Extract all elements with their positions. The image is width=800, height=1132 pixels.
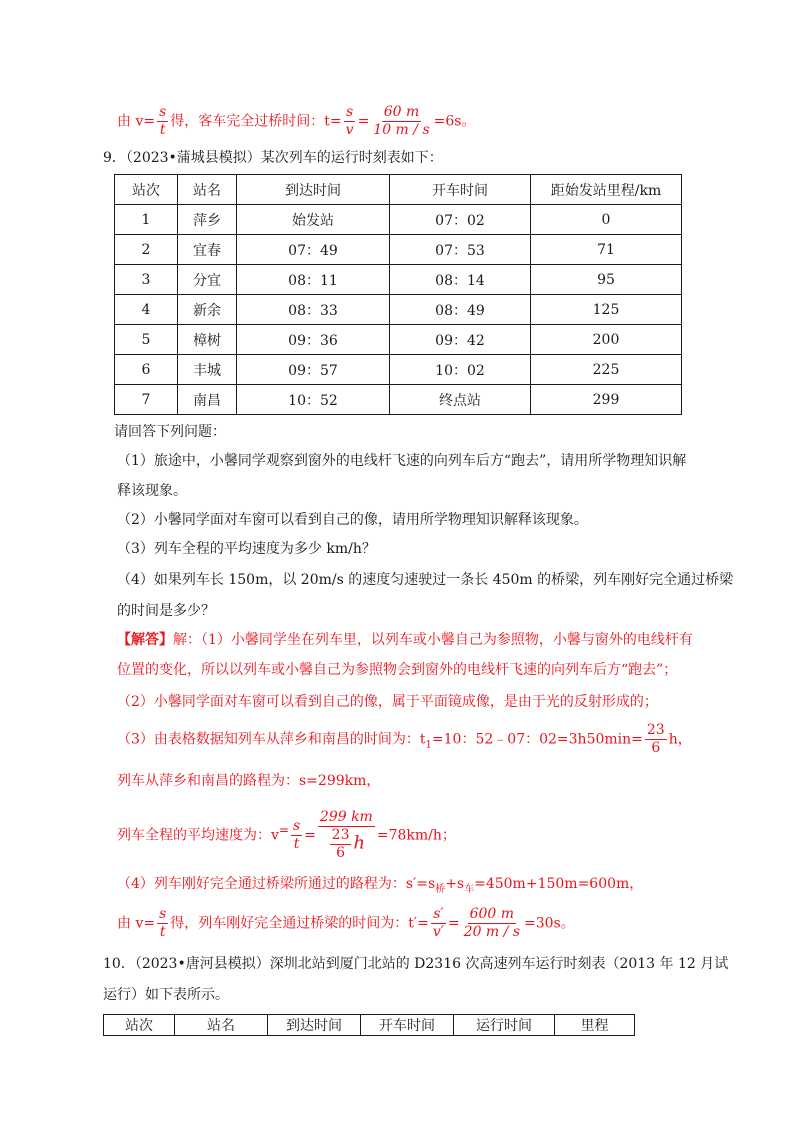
table-cell: 09：57 [237, 355, 390, 385]
numerator: 600 m [469, 906, 515, 922]
denominator: v′ [432, 924, 444, 940]
q9-prompt: 请回答下列问题： [114, 424, 226, 440]
table-row [115, 385, 682, 415]
table-cell: 09：42 [390, 325, 531, 355]
answer-distance-line: 列车从萍乡和南昌的路程为：s=299km， [117, 773, 381, 789]
table-cell: 新余 [178, 295, 237, 325]
table-cell: 08：11 [237, 265, 390, 295]
fraction [431, 906, 446, 941]
text: h， [668, 731, 692, 748]
text: =450m+150m=600m， [474, 876, 644, 892]
table-cell: 5 [115, 325, 178, 355]
table-cell: 225 [531, 355, 682, 385]
text: 由 v= [117, 113, 156, 130]
text: = [447, 915, 460, 932]
table-cell: 10：02 [390, 355, 531, 385]
denominator: v [345, 122, 354, 138]
denominator: t [159, 924, 166, 940]
table-row [115, 325, 682, 355]
answer-tag: 【解答】 [117, 632, 173, 648]
table-cell: 09：36 [237, 325, 390, 355]
table-cell: 2 [115, 235, 178, 265]
numerator: s [159, 104, 167, 120]
fraction [344, 104, 356, 139]
subscript: 1 [425, 739, 432, 751]
answer-line-1 [117, 630, 693, 650]
table-cell: 南昌 [178, 385, 237, 415]
table-header-cell: 站名 [175, 1015, 268, 1036]
table-cell: 4 [115, 295, 178, 325]
table-cell: 125 [531, 295, 682, 325]
numerator: s [346, 104, 354, 120]
fraction [462, 906, 522, 941]
table-cell: 3 [115, 265, 178, 295]
text: 得，列车刚好完全通过桥梁的时间为：t′ [170, 915, 418, 932]
table-cell: 299 [531, 385, 682, 415]
denominator: 6 [651, 740, 661, 756]
table-cell: 08：49 [390, 295, 531, 325]
text: 解：（1）小馨同学坐在列车里，以列车或小馨自己为参照物，小馨与窗外的电线杆有 [173, 632, 693, 648]
table-cell: 08：14 [390, 265, 531, 295]
text: +s [445, 876, 465, 892]
table-row [115, 295, 682, 325]
answer-speed-line [117, 809, 456, 862]
denominator: t [159, 122, 166, 138]
text: = [304, 827, 316, 844]
text: =6s。 [433, 113, 476, 130]
table-cell: 始发站 [237, 205, 390, 235]
q10-title-cont: 运行）如下表所示。 [103, 987, 229, 1003]
table-row [115, 265, 682, 295]
numerator: 23 [331, 827, 350, 843]
answer-bridge-distance [117, 874, 643, 900]
fraction [371, 104, 431, 139]
prev-solution-line [117, 104, 475, 139]
table-row [115, 235, 682, 265]
text: 得，客车完全过桥时间：t= [170, 113, 342, 130]
table-cell: 07：49 [237, 235, 390, 265]
fraction [318, 809, 375, 862]
q9-title: 9．（2023•蒲城县模拟）某次列车的运行时刻表如下： [103, 150, 443, 166]
answer-bridge-time [117, 906, 575, 941]
table-row [115, 205, 682, 235]
q9-part4-cont: 的时间是多少？ [117, 603, 215, 619]
table-cell: 萍乡 [178, 205, 237, 235]
timetable [114, 174, 682, 415]
table-header-cell: 里程 [555, 1015, 635, 1036]
table-header-cell: 站次 [104, 1015, 175, 1036]
text: =10：52﹣07：02=3h50min= [431, 731, 643, 748]
table-cell: 71 [531, 235, 682, 265]
text: 由 v= [117, 915, 156, 932]
table-cell: 0 [531, 205, 682, 235]
fraction [645, 722, 667, 757]
table-cell: 08：33 [237, 295, 390, 325]
table-header-cell: 开车时间 [390, 175, 531, 205]
fraction [291, 818, 302, 853]
table-cell: 10：52 [237, 385, 390, 415]
unit: h [353, 832, 366, 854]
table-header-cell: 距始发站里程/km [531, 175, 682, 205]
numerator: s′ [433, 906, 444, 922]
text: = [278, 822, 289, 837]
table-cell: 07：53 [390, 235, 531, 265]
table-cell: 6 [115, 355, 178, 385]
text: （4）列车刚好完全通过桥梁所通过的路程为：s′=s [117, 876, 436, 892]
q10-title: 10．（2023•唐河县模拟）深圳北站到厦门北站的 D2316 次高速列车运行时刻表（2013 年 12 月试 [103, 956, 729, 972]
table-header-cell: 站次 [115, 175, 178, 205]
table-header-cell: 到达时间 [268, 1015, 361, 1036]
fraction [157, 906, 168, 941]
table-cell: 7 [115, 385, 178, 415]
answer-time-line [117, 722, 692, 757]
q9-part3: （3）列车全程的平均速度为多少 km/h？ [117, 541, 376, 557]
text: （3）由表格数据知列车从萍乡和南昌的时间为：t [117, 731, 426, 748]
q9-part4: （4）如果列车长 150m，以 20m/s 的速度匀速驶过一条长 450m 的桥梁，列车刚好完全通过桥梁 [117, 572, 734, 588]
denominator: 20 m / s [463, 924, 520, 940]
table-header-cell: 开车时间 [361, 1015, 454, 1036]
fraction [330, 827, 352, 862]
text: 78km/h； [388, 827, 456, 844]
table-cell: 200 [531, 325, 682, 355]
numerator: s [292, 818, 301, 834]
denominator: 10 m / s [373, 122, 430, 138]
text: = [376, 827, 389, 844]
q9-part1: （1）旅途中，小馨同学观察到窗外的电线杆飞速的向列车后方“跑去”，请用所学物理知识解 [117, 453, 687, 469]
numerator: 60 m [383, 104, 420, 120]
text: =30s。 [524, 915, 575, 932]
table-cell: 1 [115, 205, 178, 235]
text: = [417, 915, 429, 932]
table-cell: 终点站 [390, 385, 531, 415]
fraction [157, 104, 168, 139]
table-row [115, 355, 682, 385]
answer-line-2: 位置的变化，所以以列车或小馨自己为参照物会到窗外的电线杆飞速的向列车后方“跑去”； [117, 662, 678, 678]
numerator: 23 [646, 722, 665, 738]
table-cell: 樟树 [178, 325, 237, 355]
table-header-cell: 运行时间 [454, 1015, 555, 1036]
table-cell: 丰城 [178, 355, 237, 385]
denominator: t [293, 836, 300, 852]
numerator: s [159, 906, 167, 922]
q9-part2: （2）小馨同学面对车窗可以看到自己的像，请用所学物理知识解释该现象。 [117, 512, 588, 528]
answer-line-3: （2）小馨同学面对车窗可以看到自己的像，属于平面镜成像，是由于光的反射形成的； [117, 694, 658, 710]
table-cell: 07：02 [390, 205, 531, 235]
table-cell: 宜春 [178, 235, 237, 265]
table-header-row [115, 175, 682, 205]
timetable-2 [103, 1014, 635, 1036]
q9-part1-cont: 释该现象。 [117, 483, 187, 499]
denominator [326, 827, 367, 862]
subscript: 桥 [435, 883, 446, 895]
table-header-row [104, 1015, 635, 1036]
numerator: 299 km [319, 809, 373, 825]
text: 列车全程的平均速度为：v [117, 827, 279, 844]
table-cell: 95 [531, 265, 682, 295]
table-header-cell: 到达时间 [237, 175, 390, 205]
denominator: 6 [336, 845, 346, 861]
table-cell: 分宜 [178, 265, 237, 295]
table-header-cell: 站名 [178, 175, 237, 205]
subscript: 车 [464, 883, 475, 895]
text: = [357, 113, 370, 130]
